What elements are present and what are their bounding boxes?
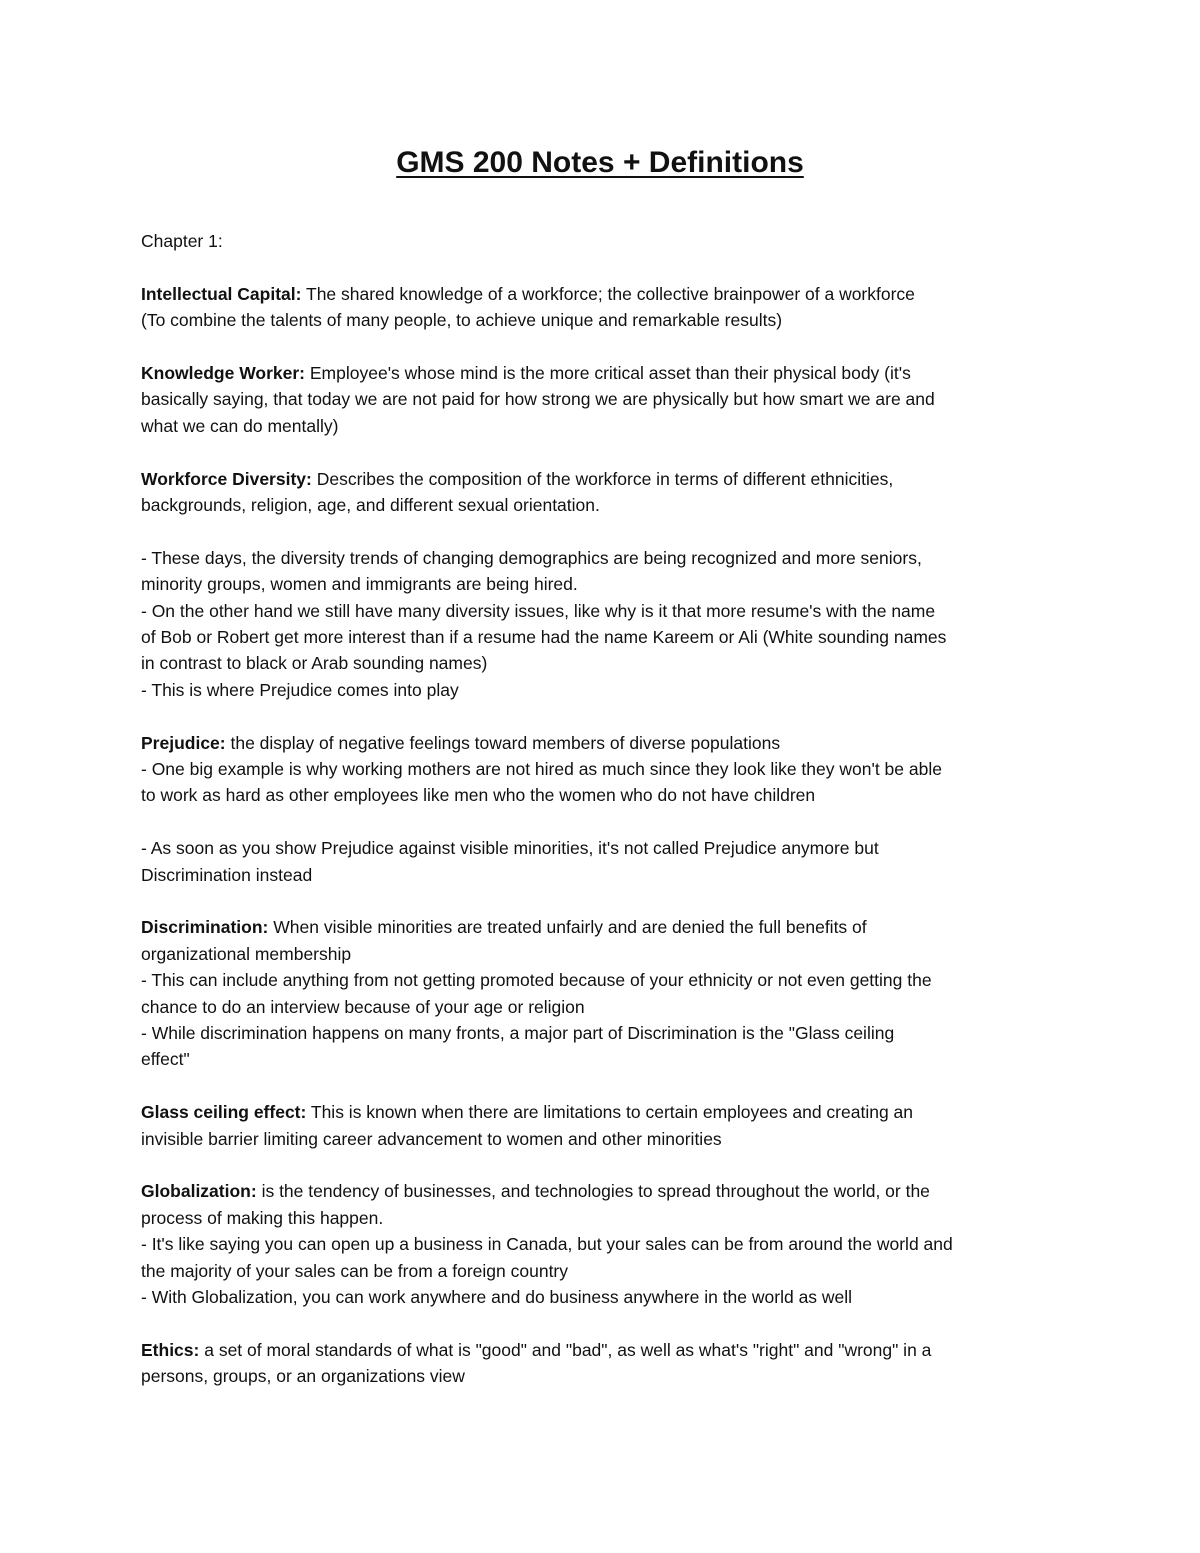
- line-text: persons, groups, or an organizations view: [141, 1366, 465, 1387]
- definition-block: [141, 281, 1059, 334]
- definition-block: [141, 914, 1059, 1072]
- line-text: The shared knowledge of a workforce; the collective brainpower of a workforce: [301, 283, 915, 304]
- definition-term: Glass ceiling effect:: [141, 1102, 307, 1123]
- line-text: to work as hard as other employees like men who the women who do not have children: [141, 785, 816, 806]
- text-line: [141, 598, 1059, 624]
- line-text: Discrimination instead: [141, 864, 313, 885]
- text-line: [141, 307, 1059, 333]
- text-line: [141, 281, 1059, 307]
- document-title: GMS 200 Notes + Definitions: [396, 146, 804, 179]
- text-line: [141, 624, 1059, 650]
- document-body: [141, 228, 1059, 1416]
- line-text: basically saying, that today we are not paid for how strong we are physically but how smart we are and: [141, 389, 935, 410]
- definition-term: Ethics:: [141, 1339, 200, 1360]
- line-text: is the tendency of businesses, and technologies to spread throughout the world, or the: [256, 1181, 930, 1202]
- line-text: - On the other hand we still have many diversity issues, like why is it that more resume's with the name: [141, 600, 936, 621]
- text-line: [141, 413, 1059, 439]
- text-line: [141, 1363, 1059, 1389]
- text-line: [141, 677, 1059, 703]
- definition-block: [141, 1337, 1059, 1390]
- text-line: [141, 835, 1059, 861]
- text-line: [141, 1020, 1059, 1046]
- text-line: [141, 862, 1059, 888]
- line-text: Describes the composition of the workforce in terms of different ethnicities,: [311, 468, 894, 489]
- line-text: - It's like saying you can open up a business in Canada, but your sales can be from around the world and: [141, 1234, 953, 1255]
- line-text: a set of moral standards of what is "good" and "bad", as well as what's "right" and "wrong" in a: [199, 1339, 932, 1360]
- text-line: [141, 941, 1059, 967]
- text-line: [141, 1205, 1059, 1231]
- text-line: [141, 1337, 1059, 1363]
- definition-block: [141, 360, 1059, 439]
- definition-block: [141, 730, 1059, 809]
- text-line: [141, 492, 1059, 518]
- definition-block: [141, 466, 1059, 519]
- definition-term: Intellectual Capital:: [141, 283, 302, 304]
- definition-term: Globalization:: [141, 1181, 257, 1202]
- line-text: minority groups, women and immigrants are being hired.: [141, 574, 578, 595]
- text-line: [141, 650, 1059, 676]
- text-line: [141, 1284, 1059, 1310]
- line-text: in contrast to black or Arab sounding names): [141, 653, 488, 674]
- definition-block: [141, 545, 1059, 703]
- text-line: [141, 545, 1059, 571]
- line-text: - One big example is why working mothers are not hired as much since they look like they won't be able: [141, 759, 942, 780]
- definition-block: [141, 835, 1059, 888]
- line-text: - These days, the diversity trends of changing demographics are being recognized and more seniors,: [141, 547, 922, 568]
- chapter-label: Chapter 1:: [141, 231, 223, 251]
- text-line: [141, 1258, 1059, 1284]
- line-text: This is known when there are limitations to certain employees and creating an: [306, 1102, 914, 1123]
- definition-term: Workforce Diversity:: [141, 468, 312, 489]
- definition-term: Discrimination:: [141, 917, 269, 938]
- definition-block: [141, 1178, 1059, 1310]
- line-text: the display of negative feelings toward members of diverse populations: [225, 732, 781, 753]
- text-line: [141, 756, 1059, 782]
- line-text: what we can do mentally): [141, 415, 339, 436]
- chapter-heading: [141, 228, 1059, 254]
- text-line: [141, 571, 1059, 597]
- line-text: process of making this happen.: [141, 1207, 384, 1228]
- text-line: [141, 466, 1059, 492]
- line-text: backgrounds, religion, age, and different sexual orientation.: [141, 495, 600, 516]
- text-line: [141, 967, 1059, 993]
- text-line: [141, 1099, 1059, 1125]
- text-line: [141, 360, 1059, 386]
- line-text: chance to do an interview because of your age or religion: [141, 996, 585, 1017]
- line-text: - This can include anything from not getting promoted because of your ethnicity or not even getting the: [141, 970, 932, 991]
- line-text: - This is where Prejudice comes into play: [141, 679, 459, 700]
- text-line: [141, 1231, 1059, 1257]
- line-text: effect": [141, 1049, 190, 1070]
- text-line: [141, 386, 1059, 412]
- definitions-list: [141, 281, 1059, 1390]
- line-text: of Bob or Robert get more interest than if a resume had the name Kareem or Ali (White sounding names: [141, 627, 947, 648]
- text-line: [141, 914, 1059, 940]
- line-text: (To combine the talents of many people, to achieve unique and remarkable results): [141, 310, 783, 331]
- text-line: [141, 994, 1059, 1020]
- text-line: [141, 1178, 1059, 1204]
- line-text: - With Globalization, you can work anywhere and do business anywhere in the world as well: [141, 1287, 853, 1308]
- line-text: Employee's whose mind is the more critical asset than their physical body (it's: [305, 363, 911, 383]
- text-line: [141, 730, 1059, 756]
- text-line: [141, 1046, 1059, 1072]
- line-text: invisible barrier limiting career advancement to women and other minorities: [141, 1128, 722, 1149]
- line-text: the majority of your sales can be from a foreign country: [141, 1260, 569, 1281]
- line-text: When visible minorities are treated unfairly and are denied the full benefits of: [268, 917, 867, 938]
- definition-block: [141, 1099, 1059, 1152]
- line-text: - While discrimination happens on many fronts, a major part of Discrimination is the "Glass ceiling: [141, 1023, 895, 1044]
- line-text: - As soon as you show Prejudice against visible minorities, it's not called Prejudice anymore but: [141, 838, 879, 859]
- text-line: [141, 782, 1059, 808]
- text-line: [141, 1126, 1059, 1152]
- definition-term: Knowledge Worker:: [141, 363, 306, 383]
- line-text: organizational membership: [141, 943, 352, 964]
- definition-term: Prejudice:: [141, 732, 226, 753]
